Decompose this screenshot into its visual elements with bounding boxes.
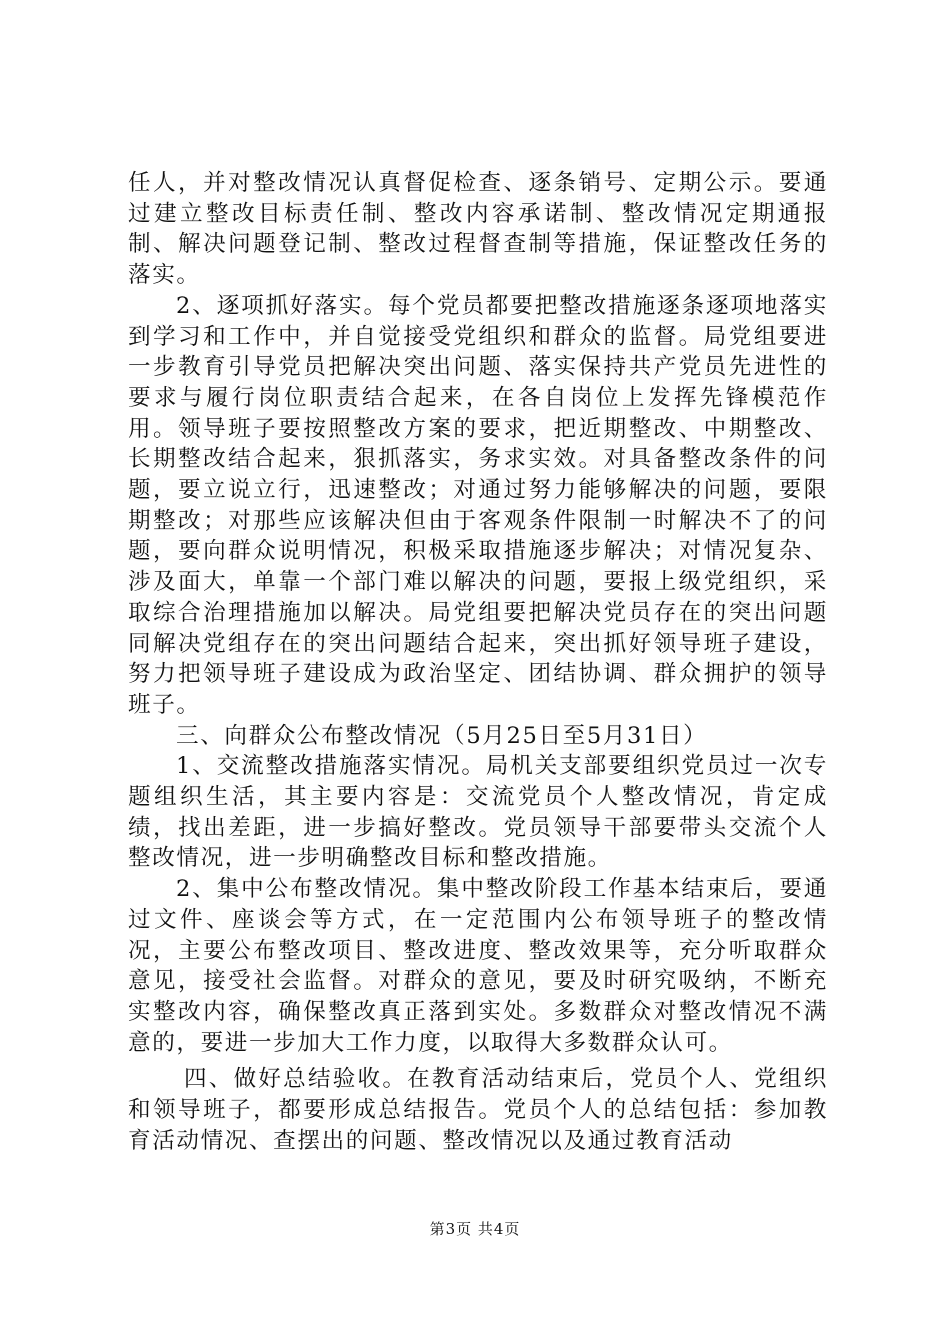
- document-body: [128, 168, 828, 1157]
- section-heading-3: 三、向群众公布整改情况（5月25日至5月31日）: [176, 722, 708, 749]
- paragraph-item-2b: 2、集中公布整改情况。集中整改阶段工作基本结束后，要通过文件、座谈会等方式，在一定范围内公布领导班子的整改情况，主要公布整改项目、整改进度、整改效果等，充分听取群众意见，接受社会监督。对群众的意见，要及时研究吸纳，不断充实整改内容，确保整改真正落到实处。多数群众对整改情况不满意的，要进一步加大工作力度，以取得大多数群众认可。: [128, 876, 828, 1056]
- page-footer: 第3页 共4页: [429, 1220, 521, 1238]
- section-heading-4: 四、做好总结验收。在教育活动结束后，党员个人、党组织和领导班子，都要形成总结报告。党员个人的总结包括：参加教育活动情况、查摆出的问题、整改情况以及通过教育活动: [128, 1066, 828, 1154]
- paragraph-item-1: 1、交流整改措施落实情况。局机关支部要组织党员过一次专题组织生活，其主要内容是：交流党员个人整改情况，肯定成绩，找出差距，进一步搞好整改。党员领导干部要带头交流个人整改情况，进一步明确整改目标和整改措施。: [128, 753, 828, 872]
- paragraph-item-2: 2、逐项抓好落实。每个党员都要把整改措施逐条逐项地落实到学习和工作中，并自觉接受党组织和群众的监督。局党组要进一步教育引导党员把解决突出问题、落实保持共产党员先进性的要求与履行岗位职责结合起来，在各自岗位上发挥先锋模范作用。领导班子要按照整改方案的要求，把近期整改、中期整改、长期整改结合起来，狠抓落实，务求实效。对具备整改条件的问题，要立说立行，迅速整改；对通过努力能够解决的问题，要限期整改；对那些应该解决但由于客观条件限制一时解决不了的问题，要向群众说明情况，积极采取措施逐步解决；对情况复杂、涉及面大，单靠一个部门难以解决的问题，要报上级党组织，采取综合治理措施加以解决。局党组要把解决党员存在的突出问题同解决党组存在的突出问题结合起来，突出抓好领导班子建设，努力把领导班子建设成为政治坚定、团结协调、群众拥护的领导班子。: [128, 292, 828, 718]
- paragraph-continuation: 任人，并对整改情况认真督促检查、逐条销号、定期公示。要通过建立整改目标责任制、整改内容承诺制、整改情况定期通报制、解决问题登记制、整改过程督查制等措施，保证整改任务的落实。: [128, 170, 828, 289]
